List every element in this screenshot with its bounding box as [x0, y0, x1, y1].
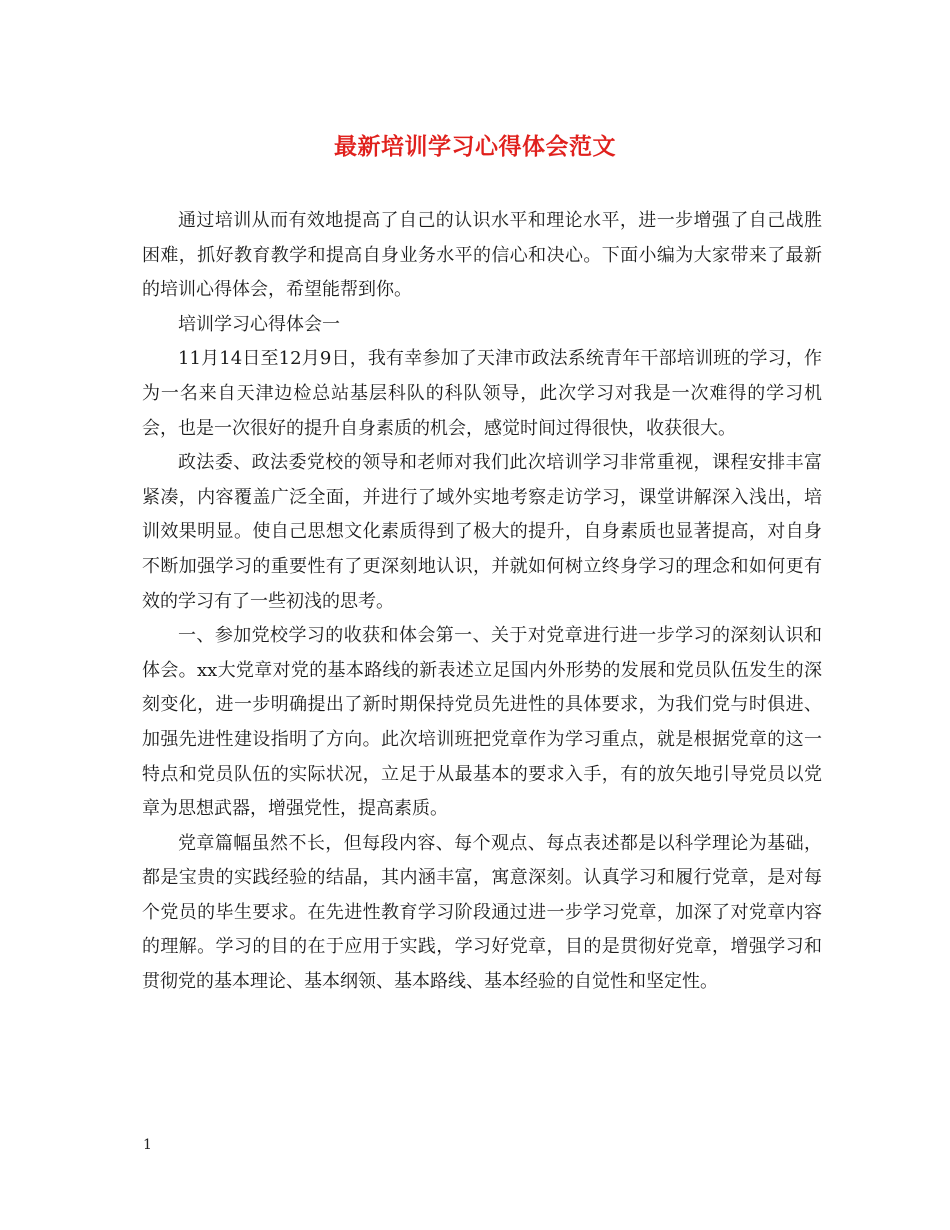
- body-paragraph: 政法委、政法委党校的领导和老师对我们此次培训学习非常重视，课程安排丰富紧凑，内容覆盖广泛全面，并进行了域外实地考察走访学习，课堂讲解深入浅出，培训效果明显。使自己思想文化素质得到了极大的提升，自身素质也显著提高，对自身不断加强学习的重要性有了更深刻地认识，并就如何树立终身学习的理念和如何更有效的学习有了一些初浅的思考。: [142, 452, 822, 612]
- page-number: 1: [143, 1137, 152, 1153]
- document-body: [142, 204, 822, 1000]
- intro-paragraph: 通过培训从而有效地提高了自己的认识水平和理论水平，进一步增强了自己战胜困难，抓好教育教学和提高自身业务水平的信心和决心。下面小编为大家带来了最新的培训心得体会，希望能帮到你。: [142, 210, 822, 301]
- document-title: 最新培训学习心得体会范文: [334, 133, 616, 160]
- body-paragraph: 11月14日至12月9日，我有幸参加了天津市政法系统青年干部培训班的学习，作为一名来自天津边检总站基层科队的科队领导，此次学习对我是一次难得的学习机会，也是一次很好的提升自身素质的机会，感觉时间过得很快，收获很大。: [142, 348, 822, 439]
- section-heading: 培训学习心得体会一: [178, 313, 340, 335]
- body-paragraph: 一、参加党校学习的收获和体会第一、关于对党章进行进一步学习的深刻认识和体会。xx大党章对党的基本路线的新表述立足国内外形势的发展和党员队伍发生的深刻变化，进一步明确提出了新时期保持党员先进性的具体要求，为我们党与时俱进、加强先进性建设指明了方向。此次培训班把党章作为学习重点，就是根据党章的这一特点和党员队伍的实际状况，立足于从最基本的要求入手，有的放矢地引导党员以党章为思想武器，增强党性，提高素质。: [142, 625, 822, 820]
- body-paragraph: 党章篇幅虽然不长，但每段内容、每个观点、每点表述都是以科学理论为基础，都是宝贵的实践经验的结晶，其内涵丰富，寓意深刻。认真学习和履行党章，是对每个党员的毕生要求。在先进性教育学习阶段通过进一步学习党章，加深了对党章内容的理解。学习的目的在于应用于实践，学习好党章，目的是贯彻好党章，增强学习和贯彻党的基本理论、基本纲领、基本路线、基本经验的自觉性和坚定性。: [142, 832, 822, 993]
